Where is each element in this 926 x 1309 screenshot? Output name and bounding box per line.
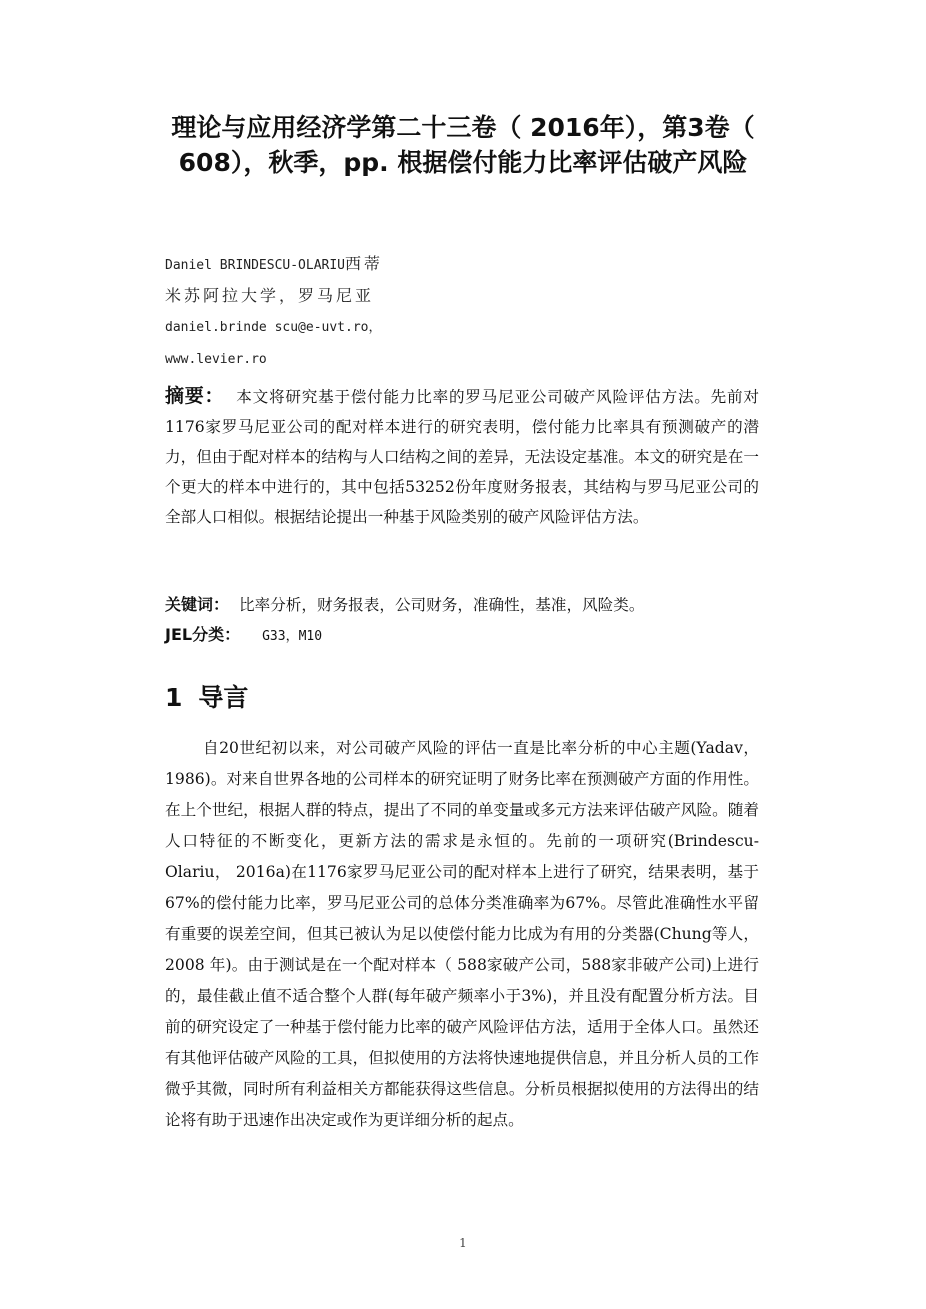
keywords [165,590,765,620]
keywords-text: 比率分析，财务报表，公司财务，准确性，基准，风险类。 [239,596,645,614]
author-affiliation: 米苏阿拉大学，罗马尼亚 [165,286,375,305]
author-name: Daniel BRINDESCU-OLARIU [165,258,346,273]
author-line-1 [165,248,585,280]
author-website: www.levier.ro [165,352,267,367]
author-block [165,248,585,376]
jel-label: JEL分类： [165,625,241,644]
abstract-text: 本文将研究基于偿付能力比率的罗马尼亚公司破产风险评估方法。先前对1176家罗马尼亚公司的配对样本进行的研究表明，偿付能力比率具有预测破产的潜力，但由于配对样本的结构与人口结构之间的差异，无法设定基准。本文的研究是在一个更大的样本中进行的，其中包括53252份年度财务报表，其结构与罗马尼亚公司的全部人口相似。根据结论提出一种基于风险类别的破产风险评估方法。 [165,388,759,526]
jel-codes: G33，M10 [262,629,323,644]
paper-title: 理论与应用经济学第二十三卷（ 2016年），第3卷（ 608），秋季，pp. 根据偿付能力比率评估破产风险 [171,113,755,177]
abstract [165,381,759,532]
keywords-label: 关键词： [165,595,230,614]
section-heading [165,678,248,718]
body-paragraph: 自20世纪初以来，对公司破产风险的评估一直是比率分析的中心主题(Yadav， 1986)。对来自世界各地的公司样本的研究证明了财务比率在预测破产方面的作用性。在上个世纪，根据人群的特点，提出了不同的单变量或多元方法来评估破产风险。随着人口特征的不断变化，更新方法的需求是永恒的。先前的一项研究(Brindescu-Olariu， 2016a)在1176家罗马尼亚公司的配对样本上进行了研究，结果表明，基于67%的偿付能力比率，罗马尼亚公司的总体分类准确率为67%。尽管此准确性水平留有重要的误差空间，但其已被认为足以使偿付能力比成为有用的分类器(Chung等人，2008 年)。由于测试是在一个配对样本（ 588家破产公司，588家非破产公司)上进行的，最佳截止值不适合整个人群(每年破产频率小于3%)，并且没有配置分析方法。目前的研究设定了一种基于偿付能力比率的破产风险评估方法，适用于全体人口。虽然还有其他评估破产风险的工具，但拟使用的方法将快速地提供信息，并且分析人员的工作微乎其微，同时所有利益相关方都能获得这些信息。分析员根据拟使用的方法得出的结论将有助于迅速作出决定或作为更详细分析的起点。 [165,739,759,1129]
author-email: daniel.brinde scu@e-uvt.ro， [165,320,382,335]
section-title: 导言 [198,683,249,712]
section-number: 1 [165,683,183,712]
author-affiliation-start: 西蒂 [345,254,384,273]
jel-classification [165,620,765,652]
page-number: 1 [459,1236,467,1250]
abstract-label: 摘要： [165,385,225,407]
